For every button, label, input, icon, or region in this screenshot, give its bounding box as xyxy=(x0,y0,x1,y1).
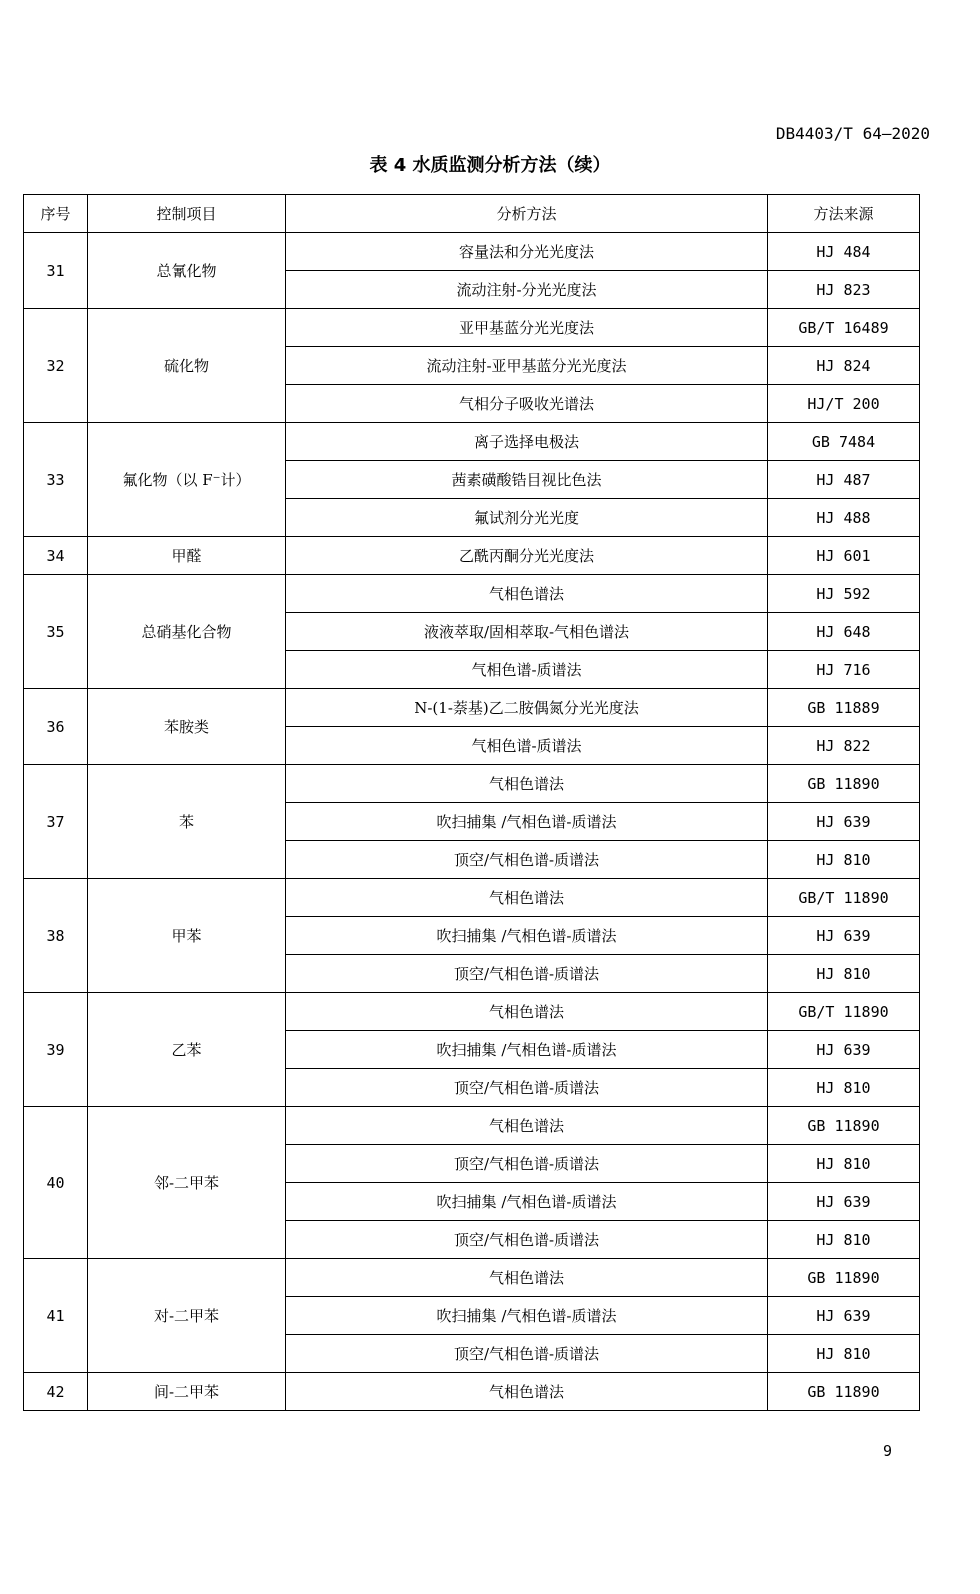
column-header-no: 序号 xyxy=(24,195,88,233)
analysis-method: 氟试剂分光光度 xyxy=(286,499,768,537)
table-body xyxy=(24,233,920,1411)
method-source: HJ 488 xyxy=(768,499,920,537)
analysis-method: 气相色谱法 xyxy=(286,879,768,917)
analysis-method: 气相色谱法 xyxy=(286,1107,768,1145)
analysis-method: 容量法和分光光度法 xyxy=(286,233,768,271)
method-source: HJ 639 xyxy=(768,1297,920,1335)
analysis-method: 流动注射-分光光度法 xyxy=(286,271,768,309)
method-source: HJ 823 xyxy=(768,271,920,309)
column-header-item: 控制项目 xyxy=(88,195,286,233)
page-number: 9 xyxy=(882,1442,892,1460)
control-item: 甲醛 xyxy=(88,537,286,575)
column-header-source: 方法来源 xyxy=(768,195,920,233)
method-source: HJ 824 xyxy=(768,347,920,385)
analysis-method: 乙酰丙酮分光光度法 xyxy=(286,537,768,575)
analysis-method: 气相色谱法 xyxy=(286,765,768,803)
method-source: HJ/T 200 xyxy=(768,385,920,423)
row-number: 42 xyxy=(24,1373,88,1411)
control-item: 氟化物（以 F⁻计） xyxy=(88,423,286,537)
analysis-method: 顶空/气相色谱-质谱法 xyxy=(286,955,768,993)
analysis-method: 气相色谱法 xyxy=(286,993,768,1031)
water-quality-methods-table xyxy=(23,194,920,1411)
row-number: 33 xyxy=(24,423,88,537)
analysis-method: 液液萃取/固相萃取-气相色谱法 xyxy=(286,613,768,651)
method-source: GB/T 11890 xyxy=(768,879,920,917)
table-row xyxy=(24,537,920,575)
row-number: 34 xyxy=(24,537,88,575)
method-source: GB 11890 xyxy=(768,1107,920,1145)
table-row xyxy=(24,993,920,1031)
row-number: 38 xyxy=(24,879,88,993)
analysis-method: 气相色谱-质谱法 xyxy=(286,727,768,765)
analysis-method: 顶空/气相色谱-质谱法 xyxy=(286,841,768,879)
method-source: HJ 639 xyxy=(768,1183,920,1221)
table-title: 表 4 水质监测分析方法（续） xyxy=(369,155,611,176)
control-item: 总氰化物 xyxy=(88,233,286,309)
table-header-row xyxy=(24,195,920,233)
row-number: 36 xyxy=(24,689,88,765)
control-item: 甲苯 xyxy=(88,879,286,993)
control-item: 间-二甲苯 xyxy=(88,1373,286,1411)
row-number: 35 xyxy=(24,575,88,689)
control-item: 乙苯 xyxy=(88,993,286,1107)
method-source: HJ 639 xyxy=(768,1031,920,1069)
method-source: GB 11890 xyxy=(768,1373,920,1411)
table-row xyxy=(24,309,920,347)
method-source: HJ 484 xyxy=(768,233,920,271)
table-row xyxy=(24,575,920,613)
control-item: 硫化物 xyxy=(88,309,286,423)
analysis-method: 顶空/气相色谱-质谱法 xyxy=(286,1221,768,1259)
table-row xyxy=(24,233,920,271)
method-source: HJ 601 xyxy=(768,537,920,575)
analysis-method: 吹扫捕集 /气相色谱-质谱法 xyxy=(286,1031,768,1069)
method-source: HJ 810 xyxy=(768,1335,920,1373)
analysis-method: 茜素磺酸锆目视比色法 xyxy=(286,461,768,499)
row-number: 39 xyxy=(24,993,88,1107)
table-row xyxy=(24,1373,920,1411)
analysis-method: 吹扫捕集 /气相色谱-质谱法 xyxy=(286,1183,768,1221)
method-source: HJ 716 xyxy=(768,651,920,689)
analysis-method: 顶空/气相色谱-质谱法 xyxy=(286,1145,768,1183)
method-source: GB 7484 xyxy=(768,423,920,461)
table-row xyxy=(24,765,920,803)
method-source: HJ 810 xyxy=(768,841,920,879)
analysis-method: 顶空/气相色谱-质谱法 xyxy=(286,1335,768,1373)
method-source: HJ 810 xyxy=(768,1221,920,1259)
analysis-method: 顶空/气相色谱-质谱法 xyxy=(286,1069,768,1107)
method-source: GB 11889 xyxy=(768,689,920,727)
analysis-method: 吹扫捕集 /气相色谱-质谱法 xyxy=(286,1297,768,1335)
control-item: 邻-二甲苯 xyxy=(88,1107,286,1259)
method-source: HJ 648 xyxy=(768,613,920,651)
method-source: GB 11890 xyxy=(768,1259,920,1297)
document-code: DB4403/T 64—2020 xyxy=(775,124,930,143)
method-source: HJ 810 xyxy=(768,1069,920,1107)
method-source: HJ 822 xyxy=(768,727,920,765)
analysis-method: 流动注射-亚甲基蓝分光光度法 xyxy=(286,347,768,385)
column-header-method: 分析方法 xyxy=(286,195,768,233)
analysis-method: 离子选择电极法 xyxy=(286,423,768,461)
analysis-method: 气相分子吸收光谱法 xyxy=(286,385,768,423)
analysis-method: 亚甲基蓝分光光度法 xyxy=(286,309,768,347)
table-row xyxy=(24,879,920,917)
control-item: 苯 xyxy=(88,765,286,879)
method-source: HJ 810 xyxy=(768,955,920,993)
row-number: 37 xyxy=(24,765,88,879)
analysis-method: 气相色谱-质谱法 xyxy=(286,651,768,689)
analysis-method: 气相色谱法 xyxy=(286,575,768,613)
method-source: GB 11890 xyxy=(768,765,920,803)
analysis-method: 气相色谱法 xyxy=(286,1259,768,1297)
method-source: GB/T 11890 xyxy=(768,993,920,1031)
table-row xyxy=(24,689,920,727)
table-row xyxy=(24,1107,920,1145)
method-source: HJ 487 xyxy=(768,461,920,499)
method-source: GB/T 16489 xyxy=(768,309,920,347)
control-item: 对-二甲苯 xyxy=(88,1259,286,1373)
method-source: HJ 639 xyxy=(768,803,920,841)
table-row xyxy=(24,1259,920,1297)
row-number: 40 xyxy=(24,1107,88,1259)
control-item: 苯胺类 xyxy=(88,689,286,765)
row-number: 32 xyxy=(24,309,88,423)
method-source: HJ 810 xyxy=(768,1145,920,1183)
control-item: 总硝基化合物 xyxy=(88,575,286,689)
row-number: 41 xyxy=(24,1259,88,1373)
table-row xyxy=(24,423,920,461)
analysis-method: N-(1-萘基)乙二胺偶氮分光光度法 xyxy=(286,689,768,727)
analysis-method: 吹扫捕集 /气相色谱-质谱法 xyxy=(286,803,768,841)
method-source: HJ 639 xyxy=(768,917,920,955)
analysis-method: 气相色谱法 xyxy=(286,1373,768,1411)
analysis-method: 吹扫捕集 /气相色谱-质谱法 xyxy=(286,917,768,955)
row-number: 31 xyxy=(24,233,88,309)
method-source: HJ 592 xyxy=(768,575,920,613)
